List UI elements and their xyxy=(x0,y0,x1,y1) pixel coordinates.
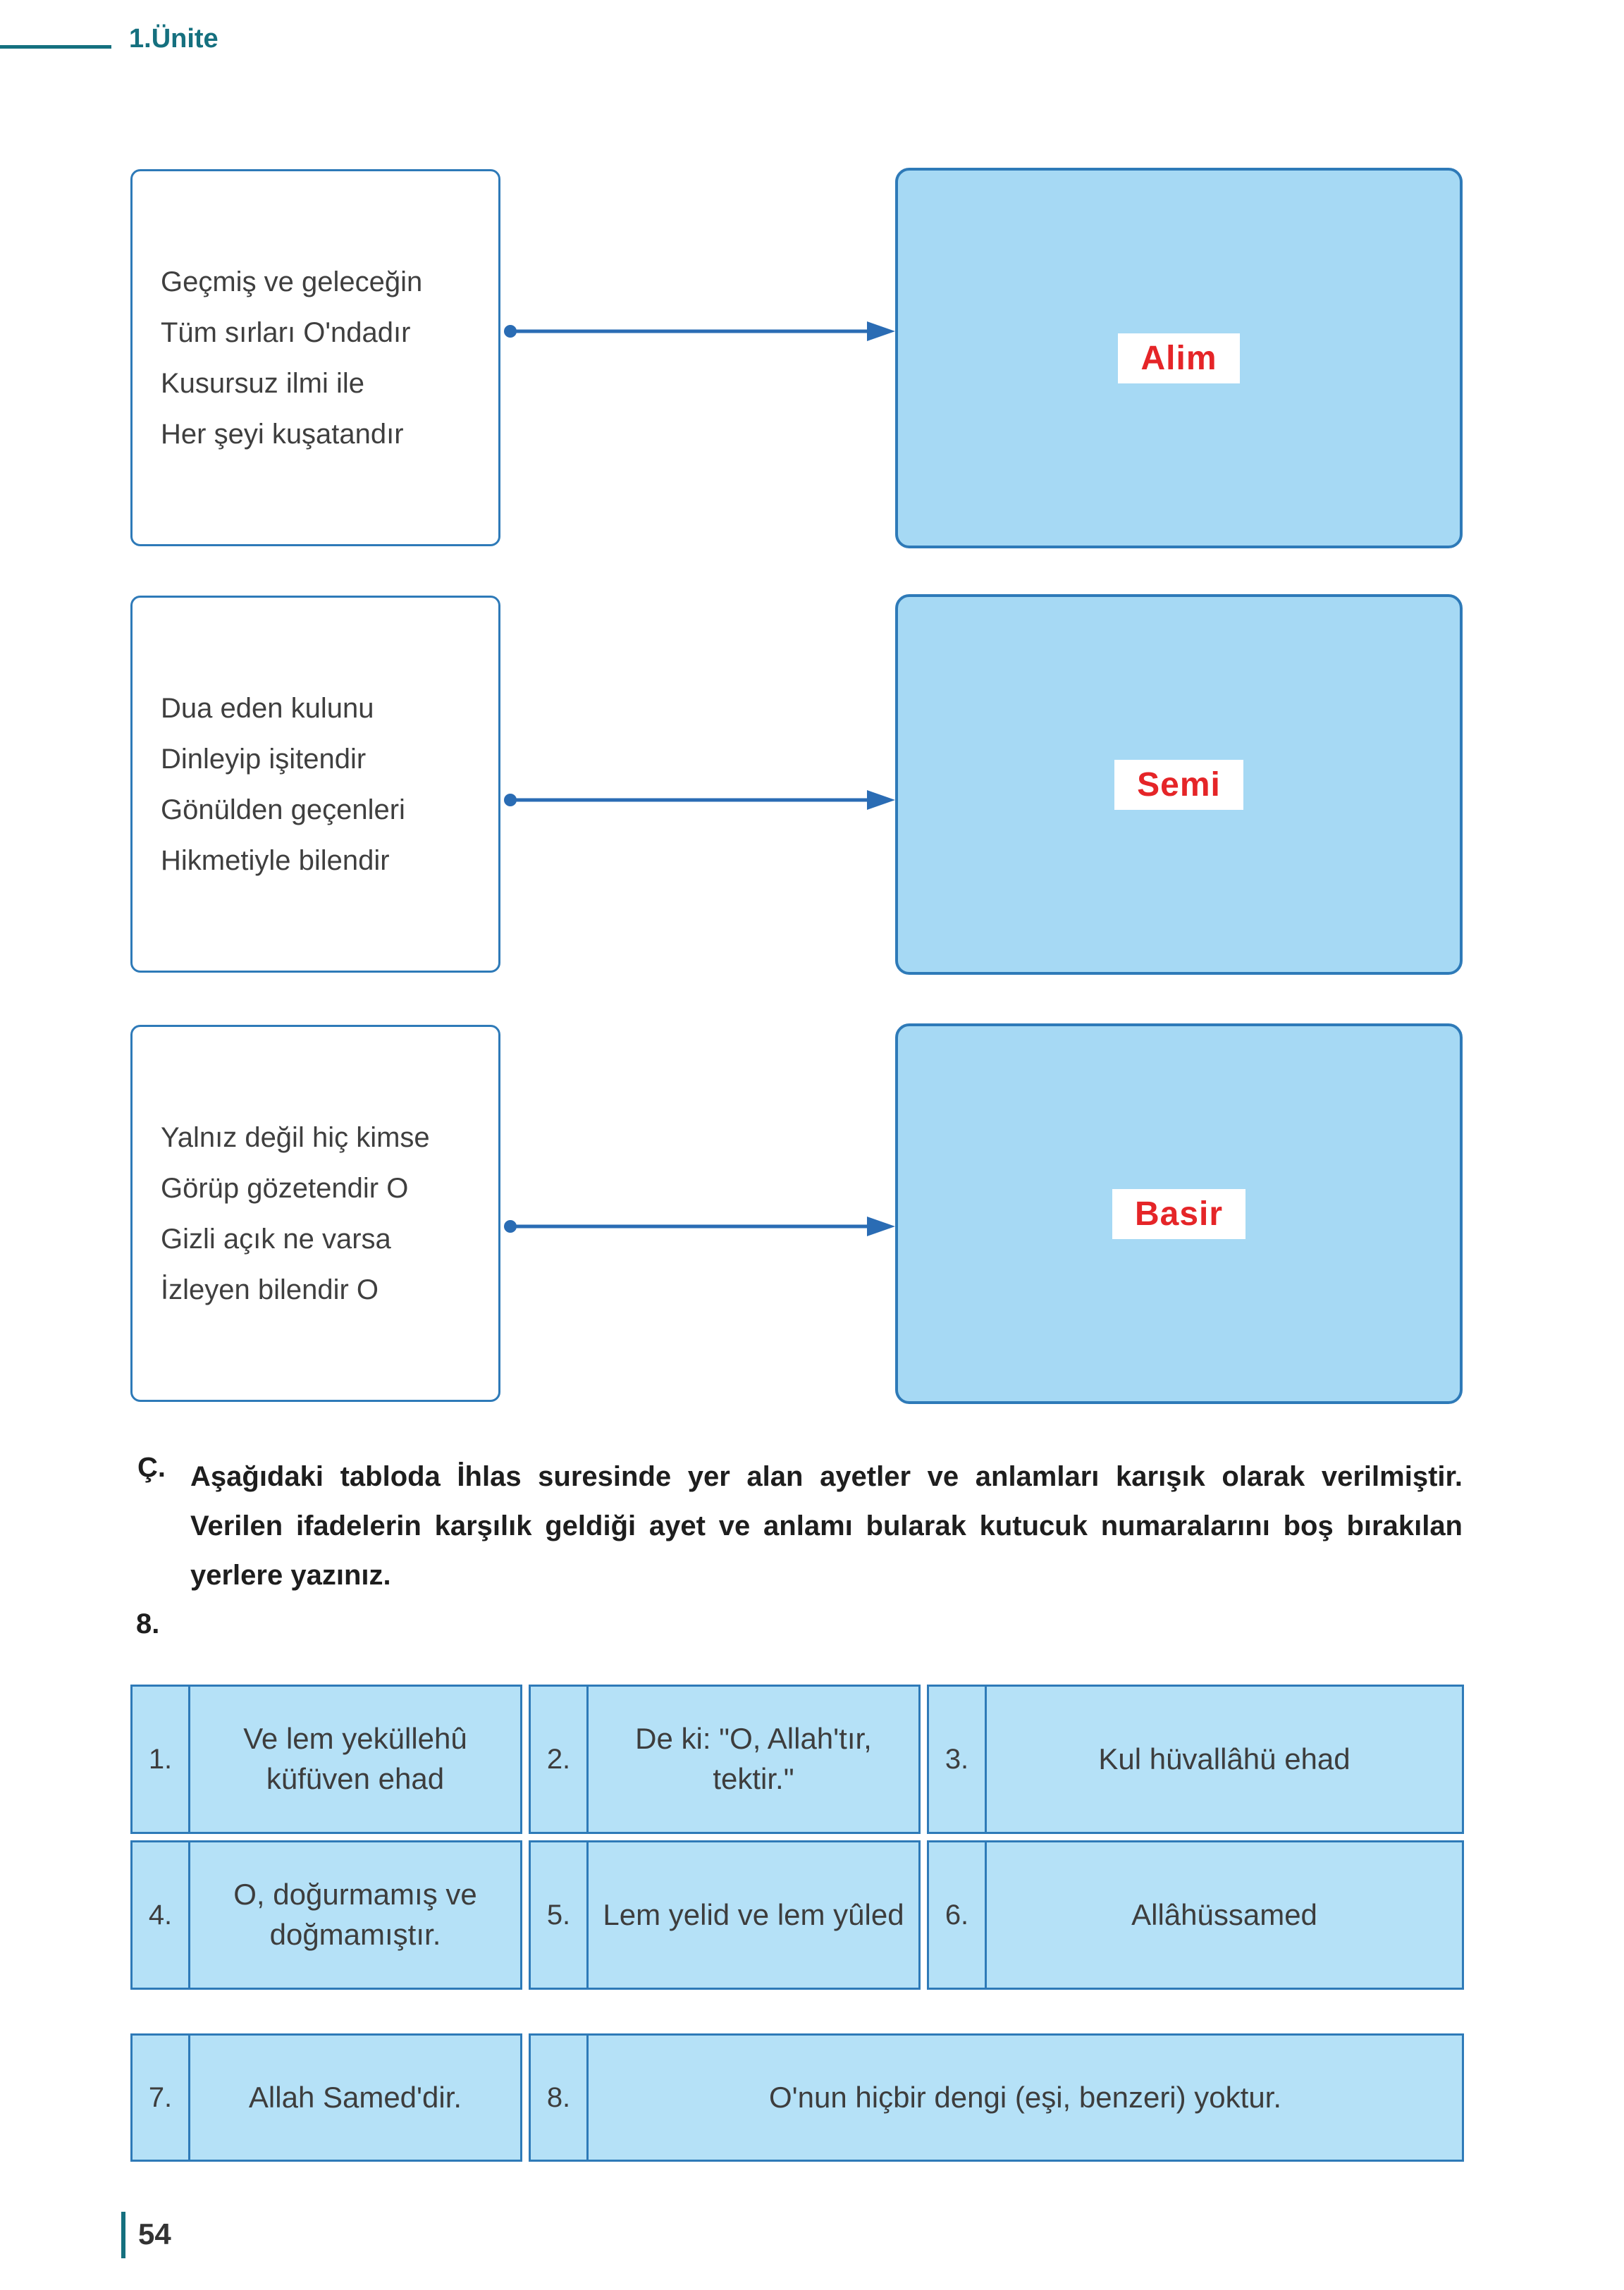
answer-label: Semi xyxy=(1114,760,1243,810)
number-cell: 5. xyxy=(529,1840,586,1990)
number-cell: 2. xyxy=(529,1685,586,1834)
match-row xyxy=(0,168,1624,552)
table-pair xyxy=(130,1685,522,1834)
poem-line: Görüp gözetendir O xyxy=(161,1172,409,1204)
exercise-block xyxy=(137,1452,1466,1600)
exercise-label: Ç. xyxy=(137,1452,166,1483)
table-pair xyxy=(927,1685,1464,1834)
match-arrow-icon xyxy=(502,317,897,345)
poem-line: Kusursuz ilmi ile xyxy=(161,367,364,399)
poem-line: Gönülden geçenleri xyxy=(161,794,405,825)
unit-header-line xyxy=(0,45,111,49)
answer-box xyxy=(895,1023,1463,1404)
answer-label: Alim xyxy=(1118,333,1239,383)
number-cell: 4. xyxy=(130,1840,188,1990)
page-number-bar xyxy=(121,2212,125,2258)
exercise-instruction: Aşağıdaki tabloda İhlas suresinde yer alan ayetler ve anlamları karışık olarak verilmiştir. Verilen ifadelerin karşılık geldiği ayet ve anlamı bularak kutucuk numaralarını boş bırakılan yerlere yazınız. xyxy=(190,1461,1463,1591)
match-arrow-icon xyxy=(502,786,897,814)
table-pair xyxy=(130,1840,522,1990)
poem-box xyxy=(130,1025,500,1402)
poem-box xyxy=(130,596,500,973)
text-cell: De ki: "O, Allah'tır, tektir." xyxy=(586,1685,921,1834)
poem-line: İzleyen bilendir O xyxy=(161,1274,379,1305)
table-pair xyxy=(130,2033,522,2162)
number-cell: 6. xyxy=(927,1840,985,1990)
poem-line: Gizli açık ne varsa xyxy=(161,1223,391,1255)
poem-line: Geçmiş ve geleceğin xyxy=(161,266,423,297)
poem-line: Yalnız değil hiç kimse xyxy=(161,1121,430,1153)
table-row xyxy=(130,1840,1464,1990)
table-row xyxy=(130,2033,1464,2162)
number-cell: 7. xyxy=(130,2033,188,2162)
page-number: 54 xyxy=(138,2217,171,2251)
table-pair xyxy=(927,1840,1464,1990)
poem-line: Tüm sırları O'ndadır xyxy=(161,316,411,348)
unit-title: 1.Ünite xyxy=(129,24,219,54)
text-cell: Kul hüvallâhü ehad xyxy=(985,1685,1464,1834)
number-cell: 8. xyxy=(529,2033,586,2162)
poem-box xyxy=(130,169,500,546)
table-pair xyxy=(529,1840,921,1990)
poem-line: Dua eden kulunu xyxy=(161,692,374,724)
match-row xyxy=(0,1023,1624,1408)
number-cell: 1. xyxy=(130,1685,188,1834)
answer-box xyxy=(895,168,1463,548)
exercise-number: 8. xyxy=(136,1608,160,1639)
table-pair xyxy=(529,1685,921,1834)
text-cell: O'nun hiçbir dengi (eşi, benzeri) yoktur. xyxy=(586,2033,1464,2162)
text-cell: Lem yelid ve lem yûled xyxy=(586,1840,921,1990)
text-cell: Ve lem yeküllehû küfüven ehad xyxy=(188,1685,522,1834)
table-row xyxy=(130,1685,1464,1834)
text-cell: Allâhüssamed xyxy=(985,1840,1464,1990)
poem-line: Her şeyi kuşatandır xyxy=(161,418,404,450)
poem-line: Dinleyip işitendir xyxy=(161,743,367,775)
poem-line: Hikmetiyle bilendir xyxy=(161,844,390,876)
text-cell: Allah Samed'dir. xyxy=(188,2033,522,2162)
number-cell: 3. xyxy=(927,1685,985,1834)
table-pair xyxy=(529,2033,1464,2162)
match-arrow-icon xyxy=(502,1212,897,1241)
answer-box xyxy=(895,594,1463,975)
text-cell: O, doğurmamış ve doğmamıştır. xyxy=(188,1840,522,1990)
answer-label: Basir xyxy=(1112,1189,1245,1239)
match-row xyxy=(0,594,1624,978)
ihlas-table xyxy=(130,1685,1464,2162)
